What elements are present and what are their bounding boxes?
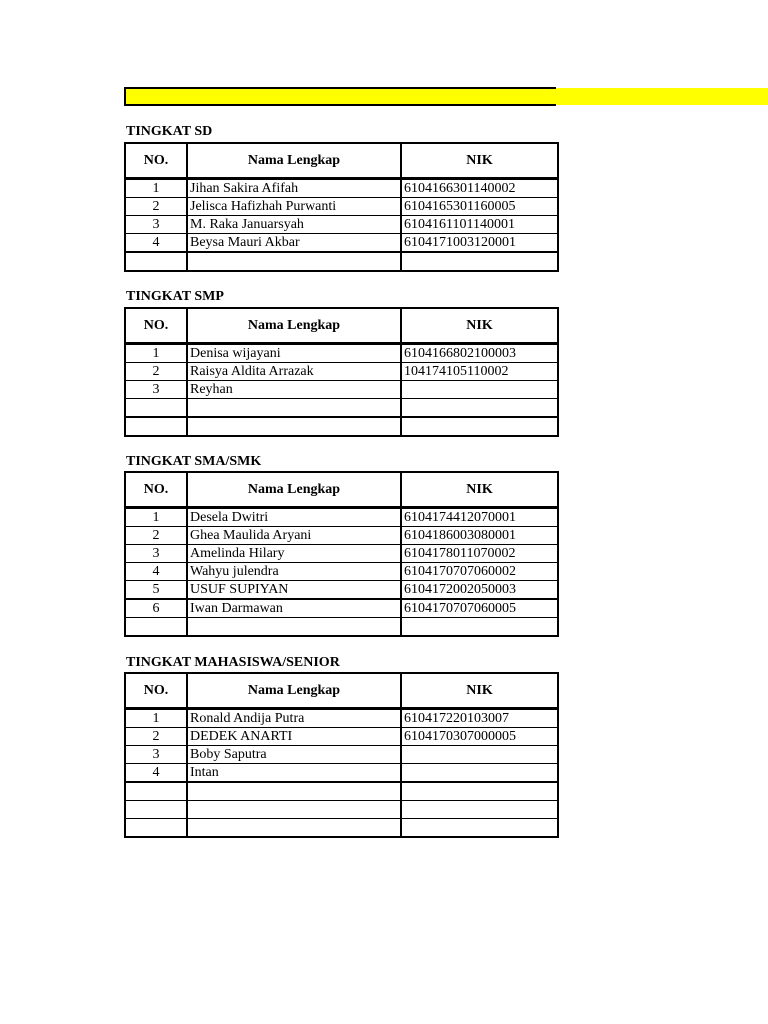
table-row [125,782,558,801]
cell-name [187,417,401,436]
cell-name [187,782,401,801]
cell-no [125,252,187,271]
table-row [125,764,558,783]
cell-no: 3 [125,746,187,764]
cell-name [187,819,401,838]
cell-no: 2 [125,198,187,216]
col-header-name: Nama Lengkap [187,143,401,179]
table-row [125,417,558,436]
cell-name [187,252,401,271]
cell-name: Desela Dwitri [187,508,401,527]
table-row [125,252,558,271]
cell-nik [401,746,558,764]
col-header-nik: NIK [401,472,558,508]
cell-nik: 6104166301140002 [401,179,558,198]
cell-name: Iwan Darmawan [187,599,401,618]
table-row [125,234,558,253]
col-header-nik: NIK [401,143,558,179]
table-row [125,563,558,581]
cell-nik [401,381,558,399]
cell-no [125,399,187,418]
table-row [125,581,558,600]
section-title-sd: TINGKAT SD [126,124,213,139]
table-row [125,819,558,838]
table-row [125,381,558,399]
cell-nik: 6104170307000005 [401,728,558,746]
table-row [125,709,558,728]
table-row [125,399,558,418]
cell-no: 6 [125,599,187,618]
cell-nik: 6104174412070001 [401,508,558,527]
cell-nik [401,252,558,271]
table-row [125,618,558,637]
table-row [125,527,558,545]
table-header-row [125,143,558,179]
cell-name: Amelinda Hilary [187,545,401,563]
cell-name [187,801,401,819]
col-header-no: NO. [125,143,187,179]
cell-nik [401,764,558,783]
cell-no [125,417,187,436]
table-row [125,599,558,618]
cell-name: Intan [187,764,401,783]
cell-no: 4 [125,563,187,581]
cell-name: Raisya Aldita Arrazak [187,363,401,381]
cell-name: USUF SUPIYAN [187,581,401,600]
cell-name: DEDEK ANARTI [187,728,401,746]
cell-name: Beysa Mauri Akbar [187,234,401,253]
table-row [125,363,558,381]
table-row [125,545,558,563]
cell-no: 1 [125,344,187,363]
cell-name: Ronald Andija Putra [187,709,401,728]
cell-no [125,782,187,801]
cell-no: 1 [125,508,187,527]
cell-no [125,819,187,838]
table-row [125,746,558,764]
table-sd [124,142,559,272]
section-title-smp: TINGKAT SMP [126,289,224,304]
cell-nik: 6104161101140001 [401,216,558,234]
table-row [125,216,558,234]
section-title-mahasiswa-senior: TINGKAT MAHASISWA/SENIOR [126,655,340,670]
table-row [125,179,558,198]
cell-nik [401,819,558,838]
cell-no: 2 [125,728,187,746]
table-row [125,801,558,819]
cell-nik [401,417,558,436]
cell-no: 4 [125,234,187,253]
cell-nik: 6104166802100003 [401,344,558,363]
cell-name: Wahyu julendra [187,563,401,581]
cell-name: Ghea Maulida Aryani [187,527,401,545]
cell-no: 1 [125,709,187,728]
table-row [125,728,558,746]
cell-nik: 6104165301160005 [401,198,558,216]
cell-no: 3 [125,216,187,234]
cell-nik: 104174105110002 [401,363,558,381]
col-header-name: Nama Lengkap [187,673,401,709]
table-header-row [125,308,558,344]
col-header-nik: NIK [401,673,558,709]
table-smp [124,307,559,437]
table-mahasiswa-senior [124,672,559,838]
cell-name: Reyhan [187,381,401,399]
cell-no: 1 [125,179,187,198]
yellow-header-bar [124,87,556,106]
cell-nik: 6104172002050003 [401,581,558,600]
section-title-sma-smk: TINGKAT SMA/SMK [126,454,262,469]
col-header-name: Nama Lengkap [187,472,401,508]
cell-nik: 610417220103007 [401,709,558,728]
cell-name: Jelisca Hafizhah Purwanti [187,198,401,216]
cell-nik: 6104170707060002 [401,563,558,581]
col-header-no: NO. [125,472,187,508]
yellow-header-bar-extension [556,88,768,105]
cell-no: 3 [125,381,187,399]
cell-no: 5 [125,581,187,600]
col-header-no: NO. [125,673,187,709]
cell-name: Boby Saputra [187,746,401,764]
table-row [125,198,558,216]
cell-name: M. Raka Januarsyah [187,216,401,234]
cell-nik [401,801,558,819]
cell-name [187,618,401,637]
table-header-row [125,472,558,508]
table-row [125,508,558,527]
cell-no: 2 [125,527,187,545]
col-header-name: Nama Lengkap [187,308,401,344]
cell-no [125,618,187,637]
cell-nik: 6104186003080001 [401,527,558,545]
table-sma-smk [124,471,559,637]
table-header-row [125,673,558,709]
col-header-no: NO. [125,308,187,344]
cell-nik: 6104170707060005 [401,599,558,618]
cell-name [187,399,401,418]
cell-no [125,801,187,819]
cell-nik: 6104171003120001 [401,234,558,253]
cell-nik [401,782,558,801]
cell-nik: 6104178011070002 [401,545,558,563]
cell-no: 2 [125,363,187,381]
col-header-nik: NIK [401,308,558,344]
table-row [125,344,558,363]
cell-nik [401,399,558,418]
cell-name: Jihan Sakira Afifah [187,179,401,198]
cell-no: 4 [125,764,187,783]
cell-nik [401,618,558,637]
cell-no: 3 [125,545,187,563]
cell-name: Denisa wijayani [187,344,401,363]
